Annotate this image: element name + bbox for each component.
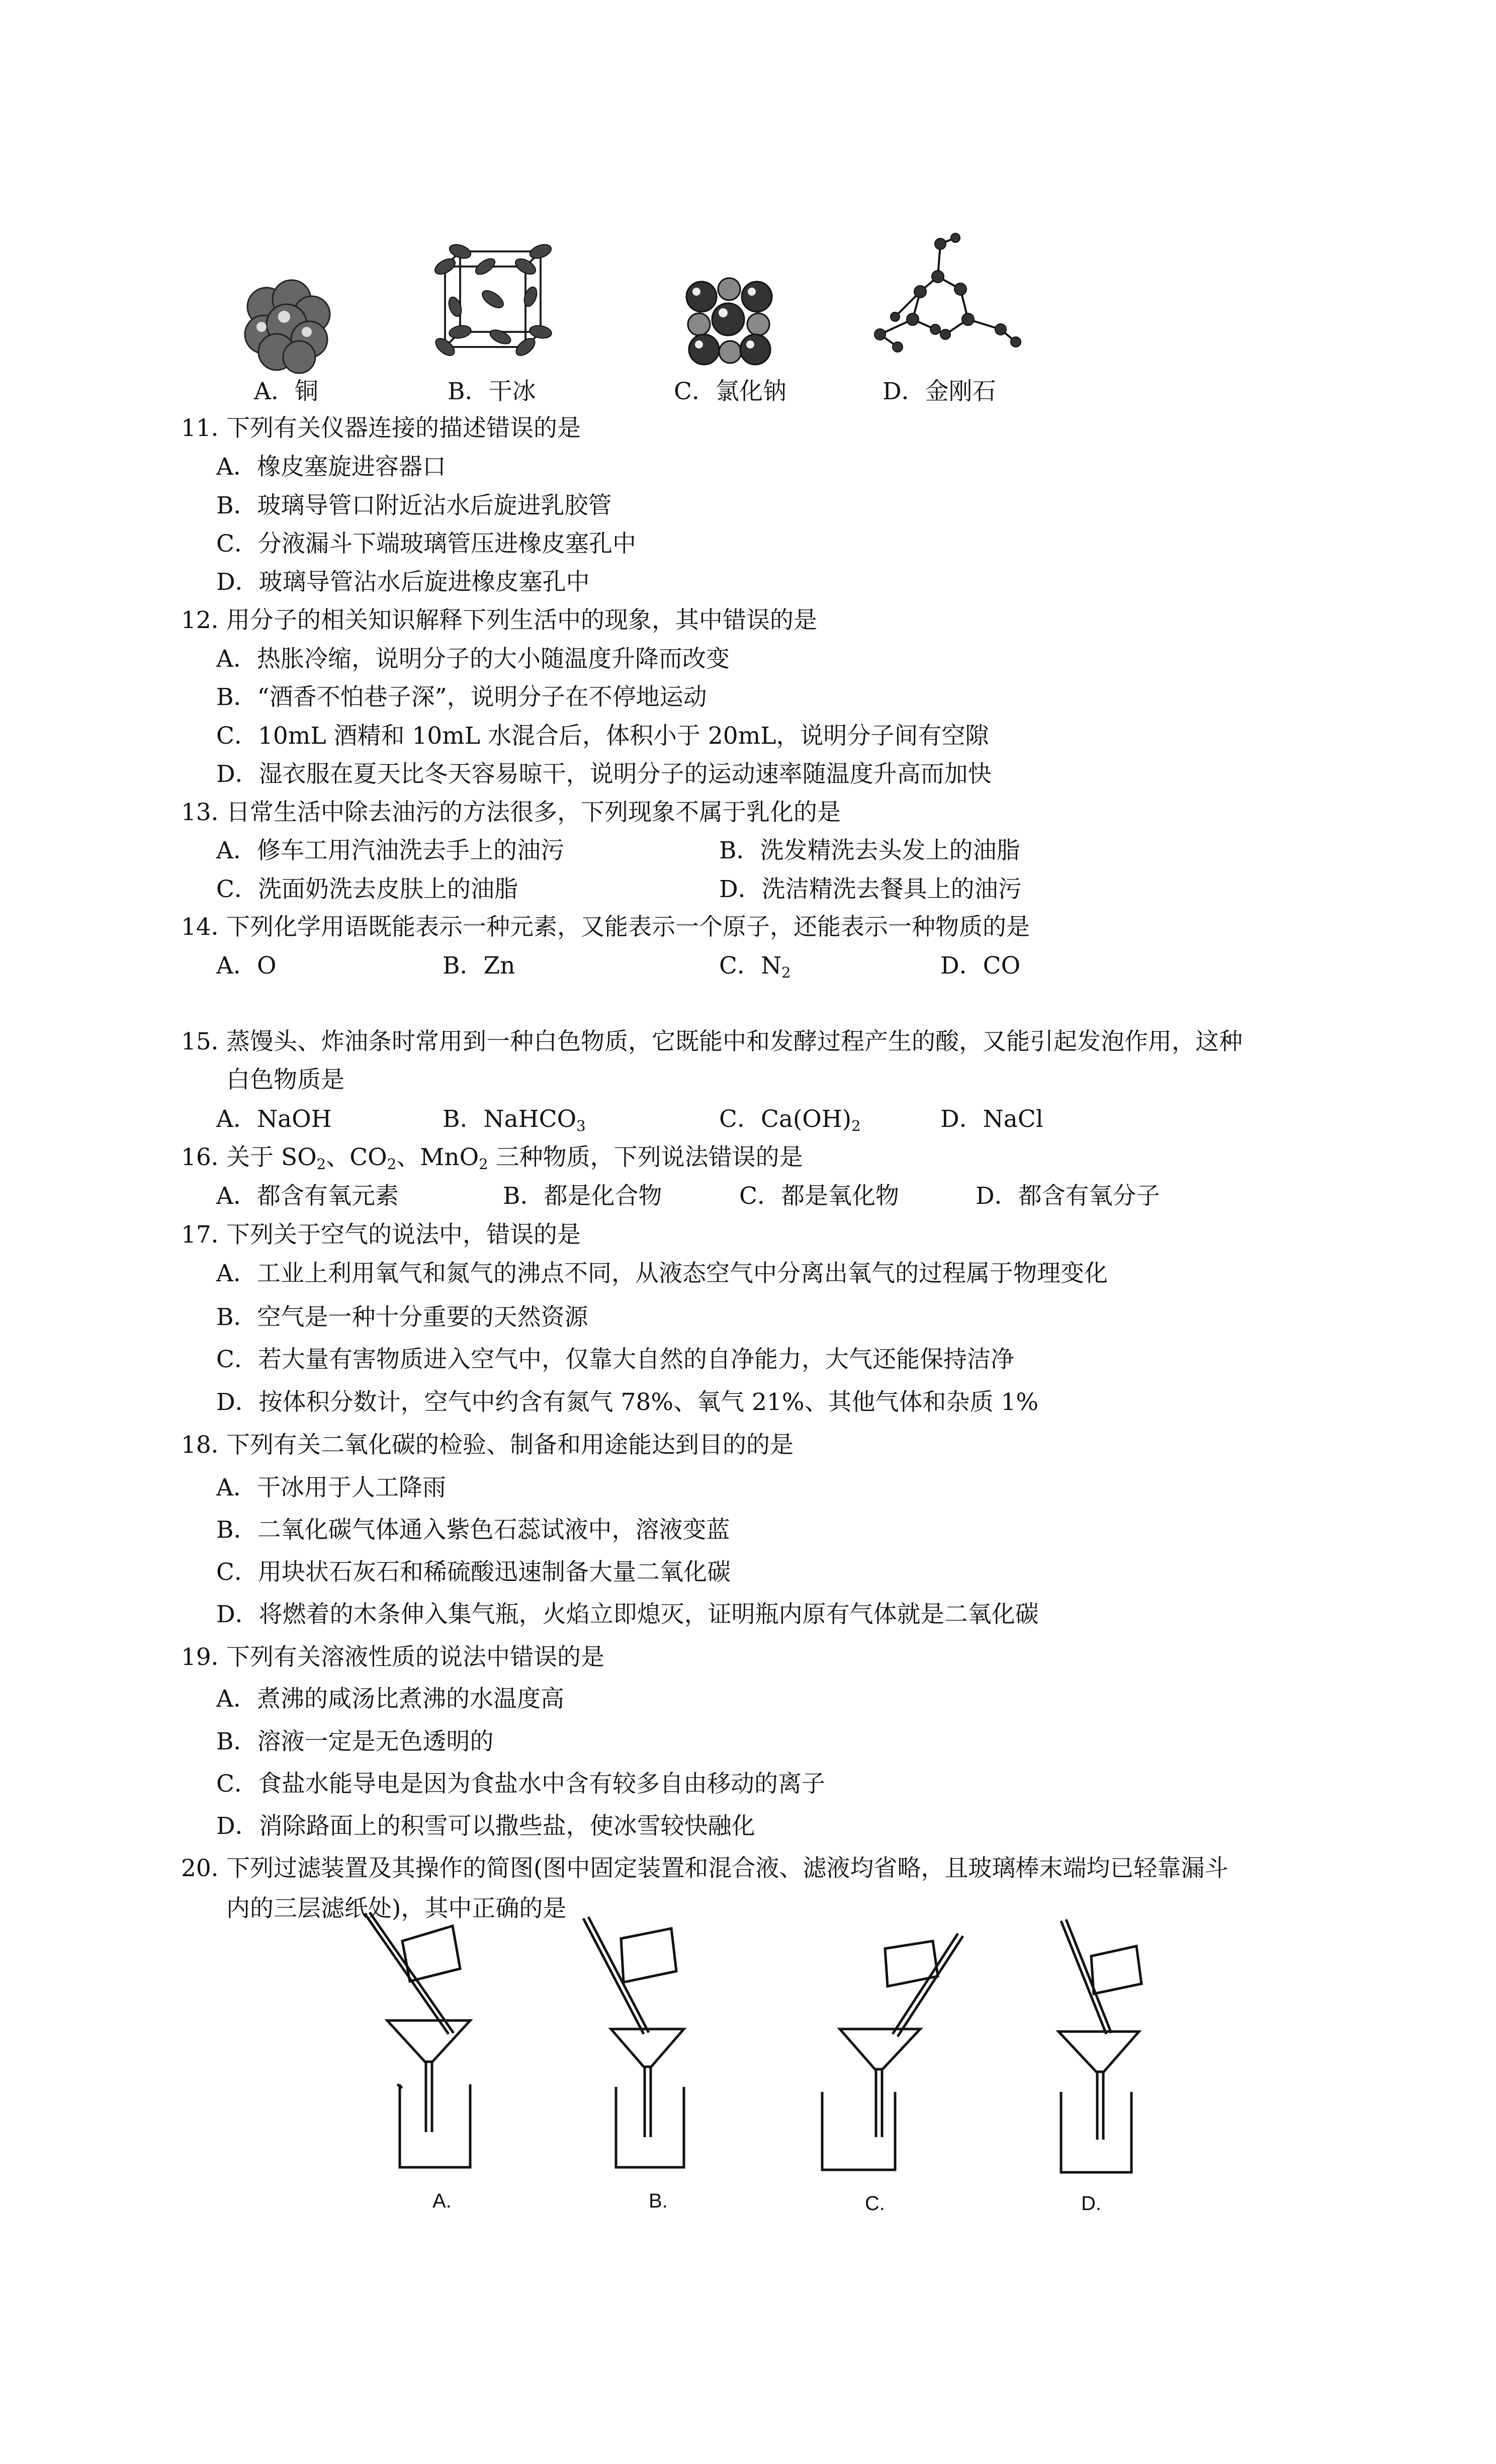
option-b: B．空气是一种十分重要的天然资源 [216, 1303, 588, 1331]
option-b: B．洗发精洗去头发上的油脂 [719, 837, 1020, 864]
filtration-diagram-a [362, 1911, 513, 2182]
question-stem: 日常生活中除去油污的方法很多，下列现象不属于乳化的是 [226, 799, 841, 826]
figure-label-c: C. [865, 2192, 885, 2215]
question-number: 20． [181, 1855, 235, 1882]
question-number: 12． [181, 606, 235, 634]
option-c: C．若大量有害物质进入空气中，仅靠大自然的自净能力，大气还能保持洁净 [216, 1346, 1014, 1373]
option-b: B．玻璃导管口附近沾水后旋进乳胶管 [216, 492, 612, 519]
caption-b: B．干冰 [448, 378, 536, 405]
figure-label-d: D. [1081, 2192, 1101, 2215]
option-a: A．修车工用汽油洗去手上的油污 [216, 837, 564, 864]
option-d: D．洗洁精洗去餐具上的油污 [719, 875, 1022, 903]
option-c: C．$N_2$ [719, 952, 791, 982]
question-stem: 下列有关二氧化碳的检验、制备和用途能达到目的的是 [226, 1431, 794, 1459]
question-stem: 下列有关溶液性质的说法中错误的是 [226, 1643, 604, 1671]
option-d: D．将燃着的木条伸入集气瓶，火焰立即熄灭，证明瓶内原有气体就是二氧化碳 [216, 1601, 1039, 1628]
option-b: B．都是化合物 [503, 1182, 662, 1210]
option-b: B．NaHCO$_3$ [443, 1105, 586, 1135]
option-a: A．煮沸的咸汤比煮沸的水温度高 [216, 1685, 564, 1713]
option-c: C．$Ca(OH)_2$ [719, 1105, 861, 1135]
option-d: D．按体积分数计，空气中约含有氮气 78%、氧气 21%、其他气体和杂质 1% [216, 1388, 1038, 1416]
question-stem: 下列关于空气的说法中，错误的是 [226, 1221, 581, 1249]
caption-d: D．金刚石 [883, 378, 996, 405]
option-d: D．都含有氧分子 [976, 1182, 1160, 1210]
option-a: A．都含有氧元素 [216, 1182, 399, 1210]
option-a: A．NaOH [216, 1105, 332, 1133]
question-stem: 蒸馒头、炸油条时常用到一种白色物质，它既能中和发酵过程产生的酸，又能引起发泡作用，这种 [226, 1028, 1243, 1055]
question-stem: 用分子的相关知识解释下列生活中的现象，其中错误的是 [226, 606, 817, 634]
option-c: C．10mL 酒精和 10mL 水混合后，体积小于 20mL，说明分子间有空隙 [216, 722, 989, 750]
question-stem: 下列过滤装置及其操作的简图(图中固定装置和混合液、滤液均省略，且玻璃棒末端均已轻靠漏斗 [226, 1855, 1228, 1882]
option-d: D．玻璃导管沾水后旋进橡皮塞孔中 [216, 568, 590, 596]
question-stem-continued: 内的三层滤纸处)，其中正确的是 [226, 1895, 567, 1922]
question-number: 13． [181, 799, 235, 826]
question-number: 14． [181, 913, 235, 941]
question-number: 19． [181, 1643, 235, 1671]
question-stem: 下列化学用语既能表示一种元素，又能表示一个原子，还能表示一种物质的是 [226, 913, 1030, 941]
option-a: A．干冰用于人工降雨 [216, 1474, 446, 1502]
question-stem: 下列有关仪器连接的描述错误的是 [226, 414, 581, 442]
option-b: B．二氧化碳气体通入紫色石蕊试液中，溶液变蓝 [216, 1516, 730, 1544]
copper-structure-image [236, 272, 337, 372]
option-c: C．都是氧化物 [739, 1182, 899, 1210]
option-b: B．“酒香不怕巷子深”，说明分子在不停地运动 [216, 683, 707, 711]
sodium-chloride-structure-image [674, 267, 784, 372]
question-number: 18． [181, 1431, 235, 1459]
dry-ice-structure-image [425, 236, 556, 367]
option-b: B．Zn [443, 952, 515, 980]
option-d: D．消除路面上的积雪可以撒些盐，使冰雪较快融化 [216, 1812, 755, 1840]
option-c: C．用块状石灰石和稀硫酸迅速制备大量二氧化碳 [216, 1558, 731, 1586]
question-number: 17． [181, 1221, 235, 1249]
figure-label-b: B. [649, 2190, 668, 2212]
option-c: C．洗面奶洗去皮肤上的油脂 [216, 875, 518, 903]
figure-label-a: A. [432, 2190, 452, 2212]
caption-c: C．氯化钠 [674, 378, 786, 405]
option-c: C．食盐水能导电是因为食盐水中含有较多自由移动的离子 [216, 1770, 825, 1798]
option-d: D．CO [940, 952, 1021, 980]
option-b: B．溶液一定是无色透明的 [216, 1728, 494, 1755]
option-a: A．O [216, 952, 277, 980]
question-number: 11． [181, 414, 235, 442]
question-stem: 关于 $SO_2$、$CO_2$、MnO$_2$ 三种物质，下列说法错误的是 [226, 1143, 803, 1173]
option-a: A．橡皮塞旋进容器口 [216, 453, 446, 481]
question-stem-continued: 白色物质是 [226, 1066, 344, 1094]
option-d: D．湿衣服在夏天比冬天容易晾干，说明分子的运动速率随温度升高而加快 [216, 760, 992, 788]
filtration-diagram-b [581, 1916, 732, 2182]
option-c: C．分液漏斗下端玻璃管压进橡皮塞孔中 [216, 530, 636, 558]
caption-a: A．铜 [254, 378, 318, 405]
question-number: 15． [181, 1028, 235, 1055]
option-a: A．工业上利用氧气和氮气的沸点不同，从液态空气中分离出氧气的过程属于物理变化 [216, 1260, 1108, 1287]
filtration-diagram-c [812, 1931, 973, 2182]
diamond-structure-image [865, 229, 1021, 362]
question-number: 16． [181, 1143, 235, 1171]
option-a: A．热胀冷缩，说明分子的大小随温度升降而改变 [216, 645, 730, 673]
filtration-diagram-d [1031, 1918, 1172, 2182]
option-d: D．NaCl [940, 1105, 1043, 1133]
